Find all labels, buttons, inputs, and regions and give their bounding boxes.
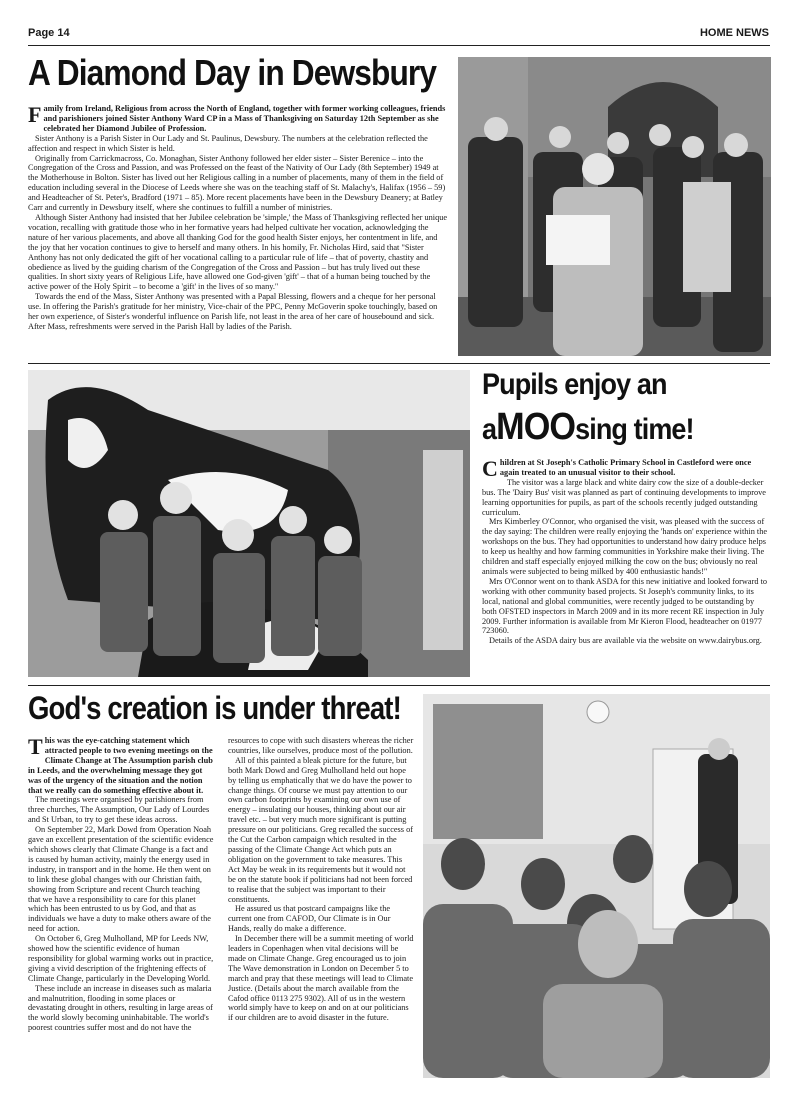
article2-headline-pre: a (482, 413, 497, 446)
article1-paragraph: Sister Anthony is a Parish Sister in Our Lady and St. Paulinus, Dewsbury. The numbers at the celebration reflected the affection and respect in which Sister is held. (28, 133, 428, 153)
article2-paragraph: Details of the ASDA dairy bus are available via the website on www.dairybus.org. (489, 636, 762, 646)
article2-drop-cap: C (482, 456, 498, 481)
article1-paragraph: Originally from Carrickmacross, Co. Monaghan, Sister Anthony followed her elder sister – Sister Berenice – into the Congregation of the Cross and Passion, and was Professed on the feast of the Nativity of Our Lady (8th September) 1949 at the Motherhouse in Bolton. Sister has lived out her Religious calling in a number of placements, many of them in the field of education including several in the Diocese of Leeds where she was on the teaching staff of St. Malachy's, Halifax (1956 – 59) and Headteacher of St. Peter's, Bradford (1971 – 85). More recent placements have been in the Dewsbury Deanery; at Batley Carr and currently in Dewsbury itself, where she continues to fulfill a number of ministries. (28, 153, 446, 213)
article2-body (482, 458, 770, 646)
article3-headline: God's creation is under threat! (28, 690, 401, 726)
article3-paragraph: He assured us that postcard campaigns like the current one from CAFOD, Our Climate is in Our Hands, really do make a difference. (228, 904, 391, 934)
article2-headline-post: sing time! (575, 413, 694, 446)
article3-paragraph: In December there will be a summit meeting of world leaders in Copenhagen when vital decisions will be made on Climate Change. Greg encouraged us to join The Wave demonstration in London on December 5 to march and pray that these meetings will lead to Climate Justice. (Details about the march available from the Cafod office 0113 275 9302). All of us in the western world simply have to keep on and on at our politicians if our children are to avoid disaster in the future. (228, 934, 414, 1023)
dairy-bus-photo (28, 370, 470, 677)
article1-lead: amily from Ireland, Religious from across the North of England, together with former working colleagues, friends and parishioners joined Sister Anthony Ward CP in a Mass of Thanksgiving on Saturday 12th September as she celebrated her Diamond Jubilee of Profession. (43, 104, 446, 133)
article1-drop-cap: F (28, 102, 42, 127)
article2-headline-line2 (482, 406, 694, 449)
article2-lead: hildren at St Joseph's Catholic Primary School in Castleford were once again treated to an unusual visitor to their school. (499, 458, 752, 477)
article2-headline-moo: MOO (496, 406, 576, 448)
article2-paragraph: Mrs O'Connor went on to thank ASDA for this new initiative and looked forward to working with other community based projects. St Joseph's community links, to its local, national and global communities, were recently judged to be outstanding by both OFSTED inspectors in March 2009 and in its more recent RE inspection in July 2009. Further information is available from Mr Kieron Flood, headteacher on 01977 723060. (482, 576, 768, 636)
article3-paragraph: The meetings were organised by parishioners from three churches, The Assumption, Our Lady of Lourdes and St Urban, to try to get these ideas across. (28, 795, 210, 825)
article3-paragraph: On October 6, Greg Mulholland, MP for Leeds NW, showed how the scientific evidence of human responsibility for global warming works out in practice, giving a vivid description of the frightening effects of Climate Change, particularly in the Developing World. (28, 934, 214, 983)
climate-meeting-photo (423, 694, 770, 1078)
article3-lead: his was the eye-catching statement which attracted people to two evening meetings on the Climate Change at The Assumption parish club in Leeds, and the overwhelming message they got was of the urgency of the situation and the notion that we really can do something effective about it. (28, 736, 213, 795)
article1-paragraph: Although Sister Anthony had insisted that her Jubilee celebration be 'simple,' the Mass of Thanksgiving reflected her unique vocation, recalling with gratitude those who in her formative years had helped cultivate her vocation, acknowledging the nature of her various placements, and above all thanking God for the good health Sister enjoys, her contentment in life, and the joy that her vocation continues to give to herself and many others. In his homily, Fr. Nicholas Hird, said that "Sister Anthony has not only dedicated the gift of her vocational calling to a particular rule of life – that of poverty, chastity and obedience as lived by the guiding charism of the Congregation of the Cross and Passion – but has truly lived out these qualities. In short sixty years of Religious Life, have allowed one God-given 'gift' – that of a human being touched by the active power of the Holy Spirit – to become a 'gift' in the lives of so many." (28, 212, 448, 292)
page-number: Page 14 (28, 27, 70, 39)
article3-paragraph: These include an increase in diseases such as malaria and malnutrition, flooding in some places or devastating drought in others, resulting in large areas of the world slowly becoming uninhabitable. The world's poorest countries suffer most and do not have the resources to cope with such disasters whereas the richer countries, like ourselves, produce most of the pollution. (28, 736, 414, 1033)
article3-body (28, 736, 414, 1078)
article1-body (28, 104, 449, 332)
section-label: HOME NEWS (699, 27, 769, 39)
article2-paragraph: The visitor was a large black and white dairy cow the size of a double-decker bus. The 'Dairy Bus' visit was planned as part of continuing developments to improve learning opportunities for pupils, as part of the schools recently judged outstanding curriculum. (482, 477, 766, 517)
article2-paragraph: Mrs Kimberley O'Connor, who organised the visit, was pleased with the success of the day saying: The children were really enjoying the 'hands on' experience within the workshops on the bus. They had opportunities to understand how dairy produce helps to keep us healthy and how farming communities in Yorkshire make their living. The children and staff especially enjoyed milking the cow on the bus; obviously no real animals were subjected to being milked by 400 enthusiastic hands!" (482, 517, 768, 576)
jubilee-group-photo (458, 57, 771, 356)
header-rule (28, 45, 770, 46)
article1-paragraph: Towards the end of the Mass, Sister Anthony was presented with a Papal Blessing, flowers and a cheque for her personal use. In offering the Parish's gratitude for her ministry, Vice-chair of the PPC, Penny McGoverin spoke touchingly, based on her own experience, of Sister's wonderful influence on Parish life, not least in the area of her care of housebound and sick. After Mass, refreshments were served in the Parish Hall by ladies of the Parish. (28, 292, 438, 331)
section-rule (28, 685, 770, 686)
section-rule (28, 363, 770, 364)
article3-paragraph: All of this painted a bleak picture for the future, but both Mark Dowd and Greg Mulholland held out hope by telling us emphatically that we do have the power to change things. Of course we must pay attention to our own carbon footprints by examining our own use of energy – insulating our houses, thinking about our air travel etc. – but very much more significant is putting pressure on our politicians. Greg recalled the success of the Cut the Carbon campaign which resulted in the passing of the Climate Change Act which puts an obligation on the government to take measures. This Act May be weak in its requirements but it would not be on the statute book if politicians had not been forced to realise that the subject was important to their constituents. (228, 755, 414, 904)
article2-headline-line1: Pupils enjoy an (482, 368, 667, 401)
article1-headline: A Diamond Day in Dewsbury (28, 52, 437, 93)
article3-paragraph: On September 22, Mark Dowd from Operation Noah gave an excellent presentation of the scientific evidence which shows clearly that Climate Change is a fact and is caused by human activity, mainly the energy used in industry, in transport and in the home. He then went on to link these global changes with our Christian faith, showing from Scripture and recent Church teaching that we have a responsibility to care for this planet which has been entrusted to us by God, and that as individuals we have a duty to make others aware of the need for action. (28, 825, 214, 934)
article3-drop-cap: T (28, 734, 43, 759)
